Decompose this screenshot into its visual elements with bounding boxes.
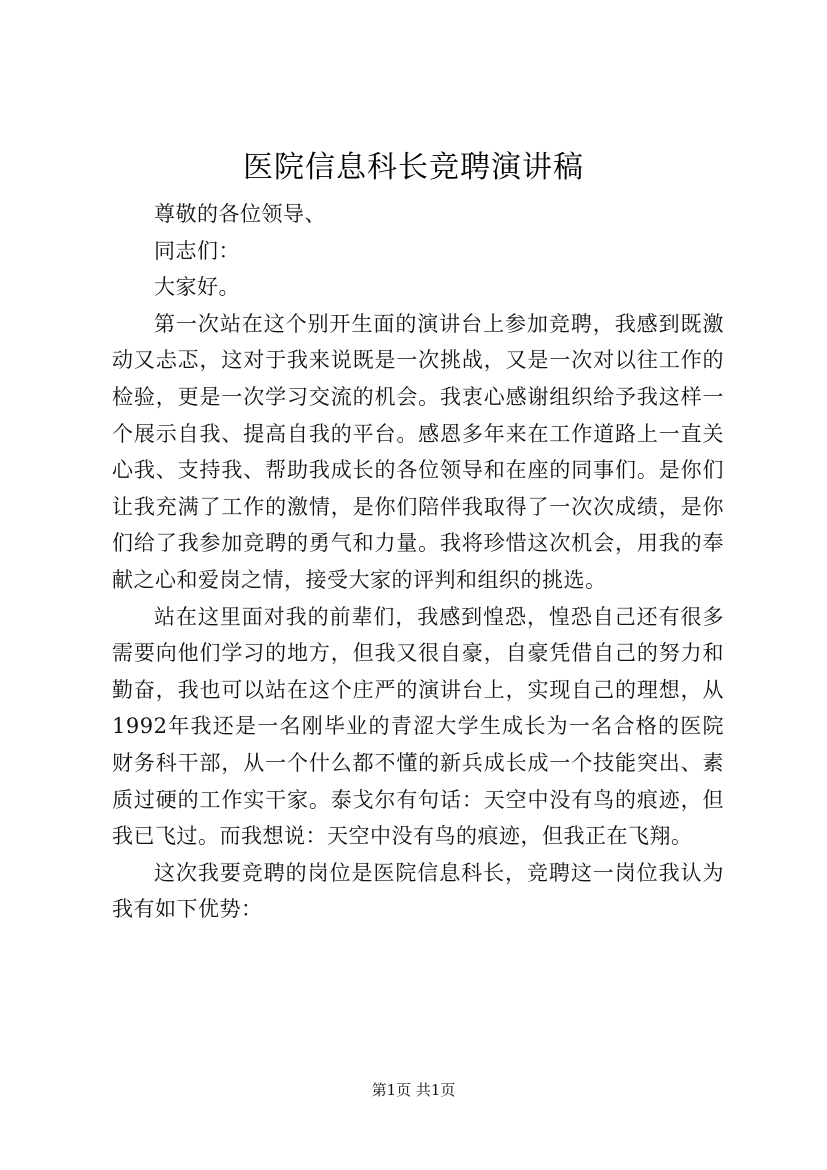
paragraph-salutation: 尊敬的各位领导、 — [154, 202, 326, 226]
paragraph-salutation-comrades: 同志们： — [154, 238, 240, 263]
paragraph-body: 这次我要竞聘的岗位是医院信息科长，竞聘这一岗位我认为我有如下优势： — [112, 860, 724, 922]
document-body — [112, 196, 724, 928]
paragraph-body: 站在这里面对我的前辈们，我感到惶恐，惶恐自己还有很多需要向他们学习的地方，但我又很自豪，自豪凭借自己的努力和勤奋，我也可以站在这个庄严的演讲台上，实现自己的理想，从1992年我还是一名刚毕业的青涩大学生成长为一名合格的医院财务科干部，从一个什么都不懂的新兵成长成一个技能突出、素质过硬的工作实干家。泰戈尔有句话：天空中没有鸟的痕迹，但我已飞过。而我想说：天空中没有鸟的痕迹，但我正在飞翔。 — [112, 604, 724, 849]
page-number-footer: 第1页 共1页 — [371, 1081, 456, 1099]
paragraph-greeting: 大家好。 — [154, 275, 240, 300]
document-title: 医院信息科长竞聘演讲稿 — [243, 150, 584, 185]
paragraph-body: 第一次站在这个别开生面的演讲台上参加竞聘，我感到既激动又忐忑，这对于我来说既是一次挑战，又是一次对以往工作的检验，更是一次学习交流的机会。我衷心感谢组织给予我这样一个展示自我、提高自我的平台。感恩多年来在工作道路上一直关心我、支持我、帮助我成长的各位领导和在座的同事们。是你们让我充满了工作的激情，是你们陪伴我取得了一次次成绩，是你们给了我参加竞聘的勇气和力量。我将珍惜这次机会，用我的奉献之心和爱岗之情，接受大家的评判和组织的挑选。 — [112, 311, 724, 592]
